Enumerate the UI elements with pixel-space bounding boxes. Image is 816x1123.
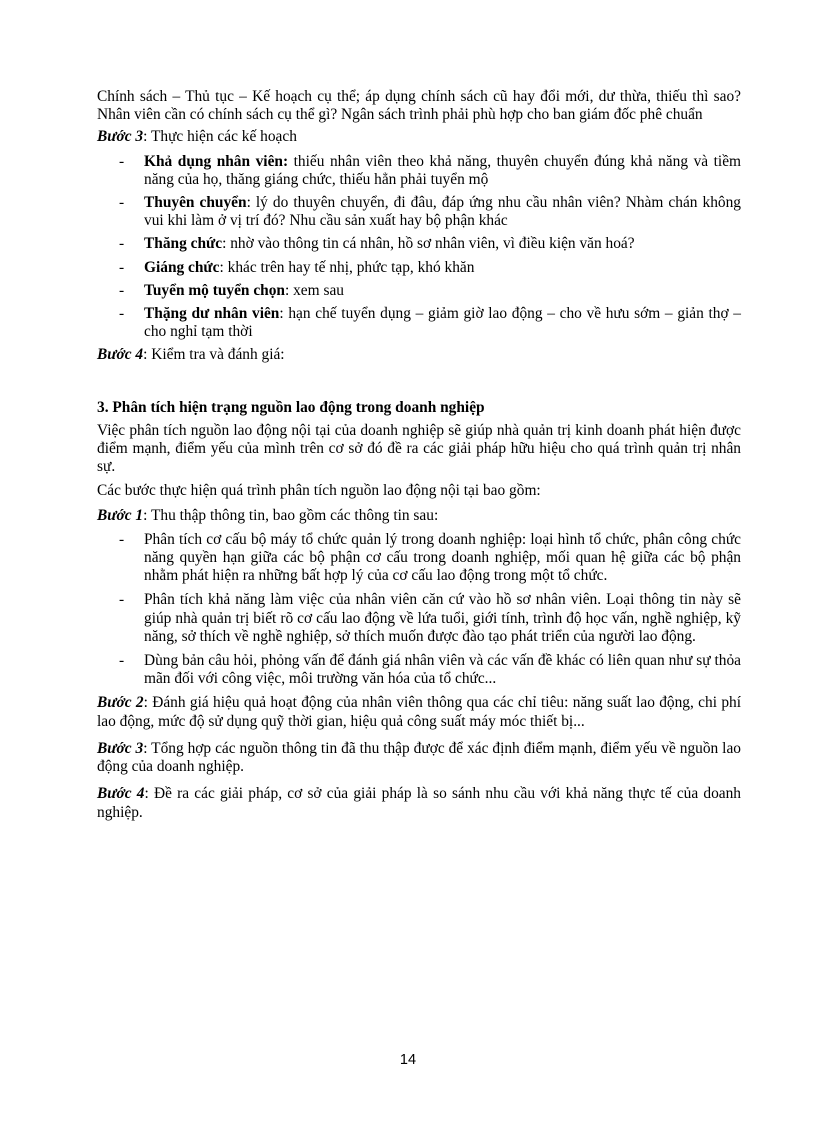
- list-item: [97, 652, 741, 688]
- bullet-dash: -: [119, 591, 125, 609]
- intro-paragraph: Chính sách – Thủ tục – Kế hoạch cụ thể; áp dụng chính sách cũ hay đổi mới, dư thừa, thiếu thì sao? Nhân viên cần có chính sách cụ thể gì? Ngân sách trình phải phù hợp cho ban giám đốc phê chuẩn: [97, 88, 741, 124]
- b1-text: : Thu thập thông tin, bao gồm các thông tin sau:: [143, 506, 439, 524]
- list-item: [97, 282, 741, 300]
- section-paragraph-2: Các bước thực hiện quá trình phân tích nguồn lao động nội tại bao gồm:: [97, 482, 541, 500]
- bullet-dash: -: [119, 281, 125, 299]
- list-item: [97, 235, 741, 253]
- page-number: 14: [399, 1052, 417, 1068]
- step4-line: [97, 346, 741, 364]
- list-item: [97, 531, 741, 586]
- b3-label: Bước 3: [97, 739, 144, 757]
- item-term: Thuyên chuyển: [144, 194, 247, 212]
- list-item: [97, 259, 741, 277]
- list-item: [97, 305, 741, 341]
- section-paragraph-1: Việc phân tích nguồn lao động nội tại của doanh nghiệp sẽ giúp nhà quản trị kinh doanh phát hiện được điểm mạnh, điểm yếu của mình trên cơ sở đó đề ra các giải pháp hữu hiệu cho quá trình quản trị nhân sự.: [97, 421, 741, 476]
- item-text: : khác trên hay tế nhị, phức tạp, khó khăn: [219, 258, 475, 276]
- item-text: : hạn chế tuyển dụng – giảm giờ lao động – cho về hưu sớm – giản thợ – cho nghỉ tạm thời: [144, 305, 741, 341]
- b3-paragraph: [97, 740, 741, 776]
- list-item: [97, 194, 741, 230]
- item-text: Phân tích khả năng làm việc của nhân viên căn cứ vào hồ sơ nhân viên. Loại thông tin này sẽ giúp nhà quản trị biết rõ cơ cấu lao động về lứa tuổi, giới tính, trình độ học vấn, nghề nghiệp, kỹ năng, sở thích về nghề nghiệp, sở thích muốn được đào tạo phát triển của người lao động.: [144, 591, 741, 645]
- bullet-dash: -: [119, 305, 125, 323]
- item-text: Dùng bản câu hỏi, phỏng vấn để đánh giá nhân viên và các vấn đề khác có liên quan như sự thỏa mãn đối với công việc, môi trường văn hóa của tổ chức...: [144, 652, 741, 688]
- step3-text: : Thực hiện các kế hoạch: [143, 128, 297, 146]
- item-term: Tuyển mộ tuyển chọn: [144, 281, 285, 299]
- list-item: [97, 153, 741, 189]
- b1-label: Bước 1: [97, 506, 144, 524]
- step4-label: Bước 4: [97, 346, 144, 364]
- item-term: Khả dụng nhân viên:: [144, 152, 289, 170]
- step3-list: [97, 153, 741, 342]
- step4-text: : Kiểm tra và đánh giá:: [143, 346, 285, 364]
- bullet-dash: -: [119, 258, 125, 276]
- item-text: Phân tích cơ cấu bộ máy tổ chức quản lý trong doanh nghiệp: loại hình tổ chức, phân công chức năng quyền hạn giữa các bộ phận cơ cấu trong doanh nghiệp, mối quan hệ giữa các bộ phận nhằm phát hiện ra những bất hợp lý của cơ cấu lao động trong một tổ chức.: [144, 530, 741, 585]
- bullet-dash: -: [119, 530, 125, 548]
- bullet-dash: -: [119, 652, 125, 670]
- item-term: Thặng dư nhân viên: [144, 305, 280, 323]
- item-text: : lý do thuyên chuyển, đi đâu, đáp ứng nhu cầu nhân viên? Nhàm chán không vui khi làm ở vị trí đó? Nhu cầu sản xuất hay bộ phận khác: [144, 194, 741, 230]
- b2-text: : Đánh giá hiệu quả hoạt động của nhân viên thông qua các chỉ tiêu: năng suất lao động, chi phí lao động, mức độ sử dụng quỹ thời gian, hiệu quả công suất máy móc thiết bị...: [97, 694, 741, 730]
- document-page: [97, 88, 741, 828]
- item-text: : xem sau: [284, 281, 344, 299]
- item-text: : nhờ vào thông tin cá nhân, hồ sơ nhân viên, vì điều kiện văn hoá?: [222, 235, 635, 253]
- bullet-dash: -: [119, 235, 125, 253]
- b4-paragraph: [97, 785, 741, 821]
- b4-label: Bước 4: [97, 785, 145, 803]
- section-heading: 3. Phân tích hiện trạng nguồn lao động trong doanh nghiệp: [97, 398, 485, 416]
- b2-paragraph: [97, 694, 741, 730]
- bullet-dash: -: [119, 194, 125, 212]
- step3-label: Bước 3: [97, 128, 144, 146]
- b1-list: [97, 531, 741, 689]
- b2-label: Bước 2: [97, 694, 144, 712]
- item-term: Giáng chức: [144, 258, 220, 276]
- step3-line: [97, 128, 741, 146]
- item-term: Thăng chức: [144, 235, 223, 253]
- bullet-dash: -: [119, 152, 125, 170]
- b4-text: : Đề ra các giải pháp, cơ sở của giải pháp là so sánh nhu cầu với khả năng thực tế của doanh nghiệp.: [97, 785, 741, 821]
- b3-text: : Tổng hợp các nguồn thông tin đã thu thập được để xác định điểm mạnh, điểm yếu về nguồn lao động của doanh nghiệp.: [97, 739, 741, 776]
- list-item: [97, 591, 741, 646]
- b1-line: [97, 507, 741, 525]
- item-text: thiếu nhân viên theo khả năng, thuyên chuyển đúng khả năng và tiềm năng của họ, thăng giáng chức, thiếu hẳn phải tuyển mộ: [144, 152, 741, 188]
